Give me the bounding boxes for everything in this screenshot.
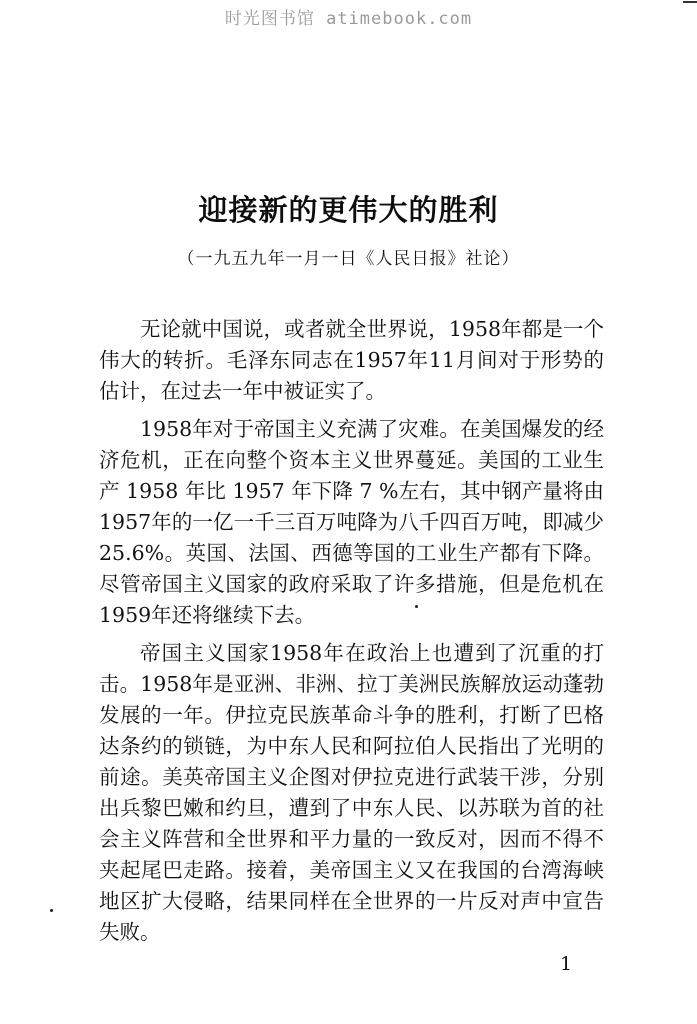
- page-number: 1: [560, 953, 573, 975]
- paragraph-3: 帝国主义国家1958年在政治上也遭到了沉重的打击。1958年是亚洲、非洲、拉丁美洲民族解放运动蓬勃发展的一年。伊拉克民族革命斗争的胜利，打断了巴格达条约的锁链，为中东人民和阿拉伯人民指出了光明的前途。美英帝国主义企图对伊拉克进行武装干涉，分别出兵黎巴嫩和约旦，遭到了中东人民、以苏联为首的社会主义阵营和全世界和平力量的一致反对，因而不得不夹起尾巴走路。接着，美帝国主义又在我国的台湾海峡地区扩大侵略，结果同样在全世界的一片反对声中宣告失败。: [99, 641, 604, 944]
- page-title: 迎接新的更伟大的胜利: [198, 193, 499, 227]
- paragraph-1: 无论就中国说，或者就全世界说，1958年都是一个伟大的转折。毛泽东同志在1957年11月间对于形势的估计，在过去一年中被证实了。: [99, 317, 604, 403]
- watermark-text: 时光图书馆 atimebook.com: [224, 9, 473, 29]
- top-edge-rule: [683, 1, 697, 3]
- page-subtitle: （一九五九年一月一日《人民日报》社论）: [177, 249, 520, 269]
- scan-speck: [50, 909, 53, 912]
- article-body: [99, 314, 604, 955]
- scan-speck: [415, 605, 418, 608]
- paragraph-2: 1958年对于帝国主义充满了灾难。在美国爆发的经济危机，正在向整个资本主义世界蔓延。美国的工业生产 1958 年比 1957 年下降 7 %左右，其中钢产量将由1957年的一亿一千三百万吨降为八千四百万吨，即减少25.6%。英国、法国、西德等国的工业生产都有下降。尽管帝国主义国家的政府采取了许多措施，但是危机在1959年还将继续下去。: [99, 417, 604, 627]
